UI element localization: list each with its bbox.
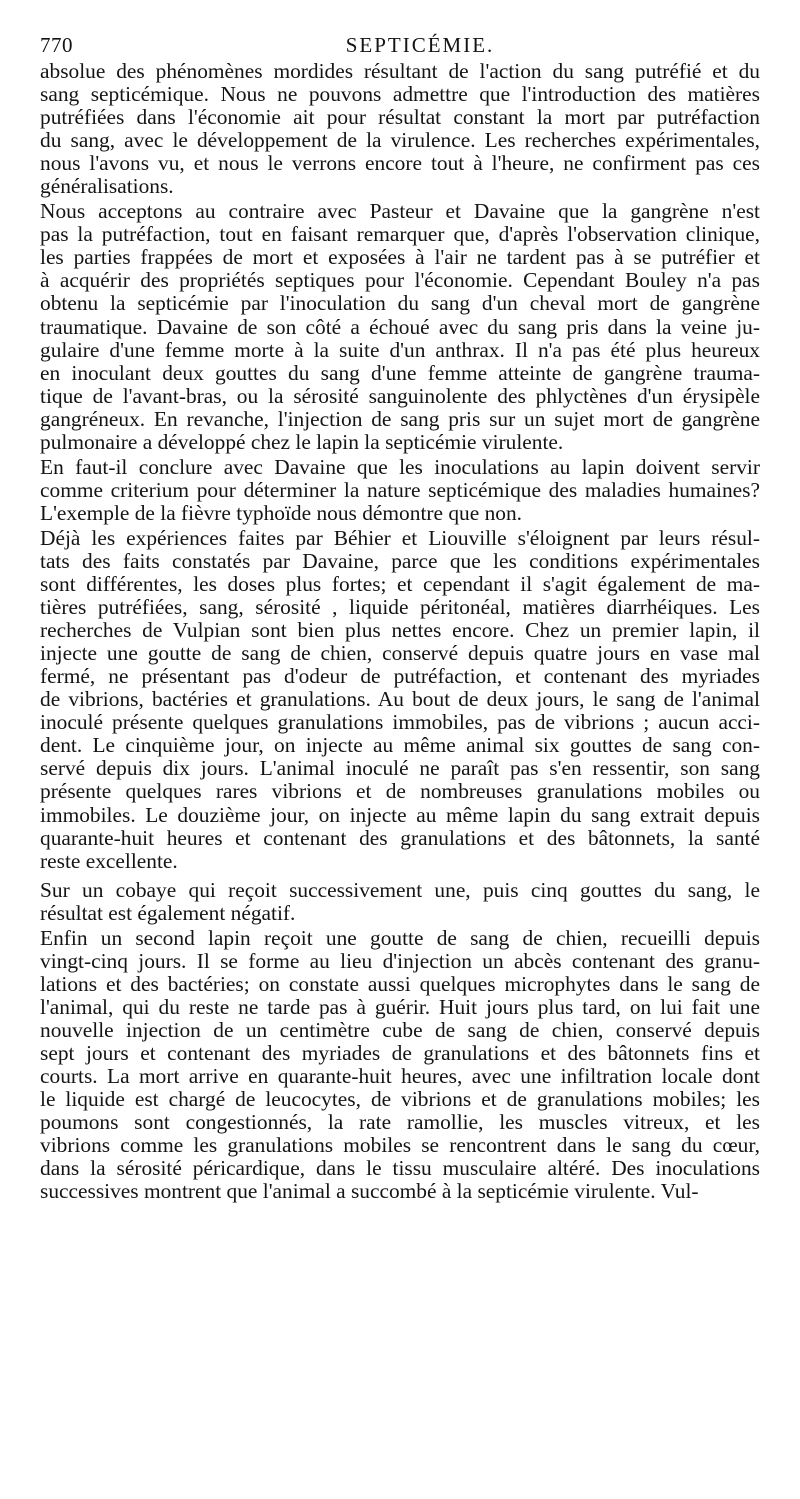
- paragraph: [40, 927, 760, 1204]
- text-line: comme criterium pour déterminer la nature septicémique des maladies humaines?: [40, 477, 760, 502]
- page: [40, 30, 760, 1203]
- text-line: L'exemple de la fièvre typhoïde nous démontre que non.: [40, 500, 523, 525]
- paragraph: [40, 60, 760, 198]
- text-line: poumons sont congestionnés, la rate ramollie, les muscles vitreux, et les: [40, 1110, 760, 1135]
- running-head: [40, 30, 760, 60]
- body-text: [40, 60, 760, 1203]
- text-line: vibrions comme les granulations mobiles se rencontrent dans le sang du cœur,: [40, 1133, 760, 1158]
- text-line: du sang, avec le développement de la virulence. Les recherches expérimentales,: [40, 128, 760, 153]
- text-line: inoculé présente quelques granulations immobiles, pas de vibrions ; aucun acci-: [40, 710, 760, 735]
- text-line: Sur un cobaye qui reçoit successivement une, puis cinq gouttes du sang, le: [40, 877, 760, 902]
- text-line: immobiles. Le douzième jour, on injecte au même lapin du sang extrait depuis: [40, 802, 760, 827]
- text-line: gulaire d'une femme morte à la suite d'un anthrax. Il n'a pas été plus heureux: [40, 337, 760, 362]
- text-line: sang septicémique. Nous ne pouvons admettre que l'introduction des matières: [40, 82, 760, 107]
- text-line: courts. La mort arrive en quarante-huit heures, avec une infiltration locale dont: [40, 1064, 760, 1089]
- text-line: absolue des phénomènes mordides résultant de l'action du sang putréfié et du: [40, 59, 760, 83]
- text-line: dans la sérosité péricardique, dans le tissu musculaire altéré. Des inoculations: [40, 1156, 760, 1181]
- text-line: gangréneux. En revanche, l'injection de sang pris sur un sujet mort de gangrène: [40, 406, 760, 431]
- text-line: Enfin un second lapin reçoit une goutte de sang de chien, recueilli depuis: [40, 925, 760, 950]
- page-title: SEPTICÉMIE.: [345, 33, 495, 57]
- text-line: fermé, ne présentant pas d'odeur de putréfaction, et contenant des myriades: [40, 664, 760, 689]
- text-line: traumatique. Davaine de son côté a échoué avec du sang pris dans la veine ju-: [40, 314, 760, 339]
- text-line: En faut-il conclure avec Davaine que les inoculations au lapin doivent servir: [40, 454, 760, 479]
- text-line: obtenu la septicémie par l'inoculation du sang d'un cheval mort de gangrène: [40, 291, 760, 316]
- text-line: recherches de Vulpian sont bien plus nettes encore. Chez un premier lapin, il: [40, 618, 760, 643]
- text-line: successives montrent que l'animal a succombé à la septicémie virulente. Vul-: [40, 1179, 699, 1204]
- text-line: généralisations.: [40, 174, 174, 199]
- paragraph: [40, 200, 760, 454]
- text-line: pulmonaire a développé chez le lapin la septicémie virulente.: [40, 429, 564, 454]
- text-line: putréfiées dans l'économie ait pour résultat constant la mort par putréfaction: [40, 105, 760, 130]
- text-line: tats des faits constatés par Davaine, parce que les conditions expérimentales: [40, 548, 760, 573]
- text-line: de vibrions, bactéries et granulations. Au bout de deux jours, le sang de l'animal: [40, 687, 760, 712]
- text-line: présente quelques rares vibrions et de nombreuses granulations mobiles ou: [40, 779, 760, 804]
- text-line: sont différentes, les doses plus fortes; et cependant il s'agit également de ma-: [40, 572, 760, 597]
- text-line: résultat est également négatif.: [40, 900, 296, 925]
- text-line: Déjà les expériences faites par Béhier et Liouville s'éloignent par leurs résul-: [40, 525, 760, 550]
- paragraph: [40, 879, 760, 925]
- text-line: dent. Le cinquième jour, on injecte au même animal six gouttes de sang con-: [40, 733, 760, 758]
- text-line: à acquérir des propriétés septiques pour l'économie. Cependant Bouley n'a pas: [40, 268, 760, 293]
- text-line: tique de l'avant-bras, ou la sérosité sanguinolente des phlyctènes d'un érysipèle: [40, 383, 760, 408]
- text-line: les parties frappées de mort et exposées à l'air ne tardent pas à se putréfier et: [40, 245, 760, 270]
- text-line: vingt-cinq jours. Il se forme au lieu d'injection un abcès contenant des granu-: [40, 948, 760, 973]
- paragraph: [40, 527, 760, 873]
- text-line: lations et des bactéries; on constate aussi quelques microphytes dans le sang de: [40, 971, 760, 996]
- text-line: nous l'avons vu, et nous le verrons encore tout à l'heure, ne confirment pas ces: [40, 151, 760, 176]
- text-line: tières putréfiées, sang, sérosité , liquide péritonéal, matières diarrhéiques. Les: [40, 595, 760, 620]
- paragraph: [40, 456, 760, 525]
- text-line: Nous acceptons au contraire avec Pasteur et Davaine que la gangrène n'est: [40, 199, 760, 224]
- text-line: injecte une goutte de sang de chien, conservé depuis quatre jours en vase mal: [40, 641, 760, 666]
- text-line: en inoculant deux gouttes du sang d'une femme atteinte de gangrène trauma-: [40, 360, 760, 385]
- text-line: nouvelle injection de un centimètre cube de sang de chien, conservé depuis: [40, 1017, 760, 1042]
- text-line: l'animal, qui du reste ne tarde pas à guérir. Huit jours plus tard, on lui fait une: [40, 994, 760, 1019]
- text-line: quarante-huit heures et contenant des granulations et des bâtonnets, la santé: [40, 825, 760, 850]
- text-line: le liquide est chargé de leucocytes, de vibrions et de granulations mobiles; les: [40, 1087, 760, 1112]
- text-line: servé depuis dix jours. L'animal inoculé ne paraît pas s'en ressentir, son sang: [40, 756, 760, 781]
- text-line: reste excellente.: [40, 848, 178, 873]
- text-line: sept jours et contenant des myriades de granulations et des bâtonnets fins et: [40, 1040, 760, 1065]
- page-number: 770: [40, 33, 73, 57]
- text-line: pas la putréfaction, tout en faisant remarquer que, d'après l'observation clinique,: [40, 222, 760, 247]
